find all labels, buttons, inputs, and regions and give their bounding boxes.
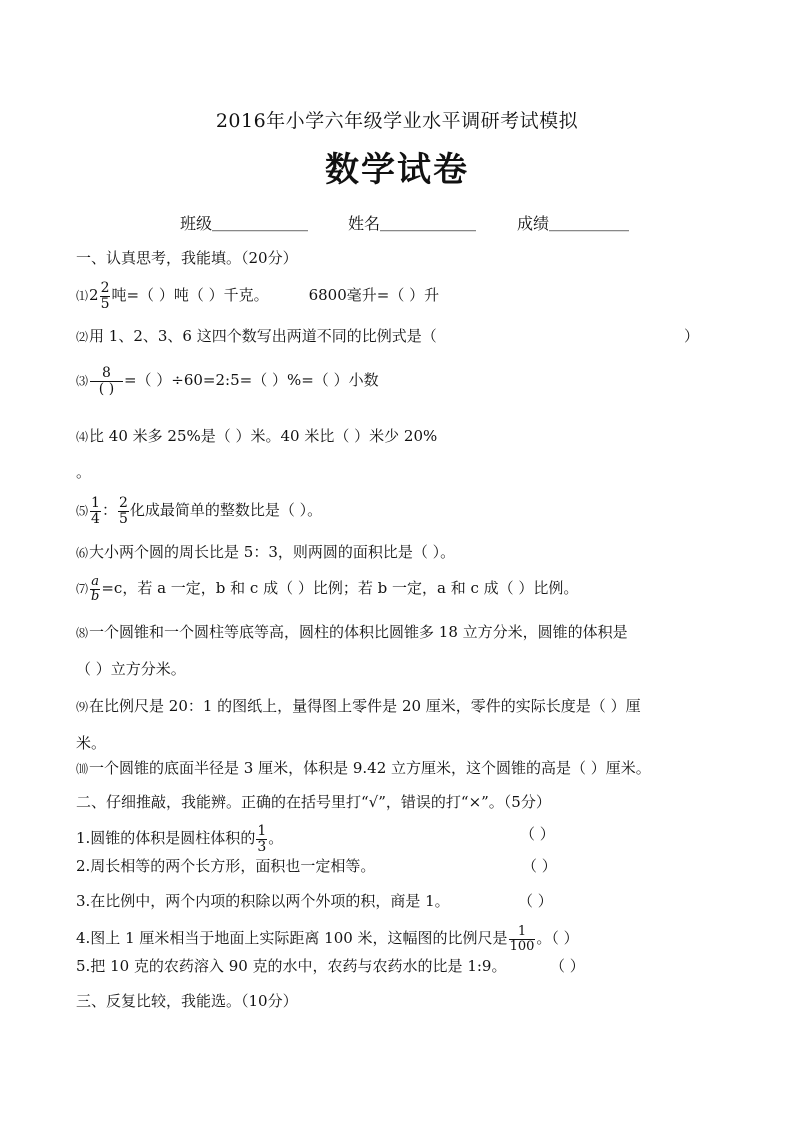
- judge-item-2: 2.周长相等的两个长方形，面积也一定相等。: [76, 857, 376, 875]
- question-text: 比 40 米多 25%是（ ）米。40 米比（ ）米少 20%: [89, 427, 438, 445]
- answer-bracket[interactable]: （ ）: [550, 957, 585, 975]
- judge-item-5: 5.把 10 克的农药溶入 90 克的水中，农药与农药水的比是 1:9。: [76, 957, 507, 975]
- question-text: 一个圆锥的底面半径是 3 厘米，体积是 9.42 立方厘米，这个圆锥的高是（ ）厘米。: [89, 759, 651, 777]
- judge-item-1: 1.圆锥的体积是圆柱体积的 $\frac{1}{3}$ 。: [76, 823, 284, 855]
- item-text: 1.圆锥的体积是圆柱体积的: [76, 829, 256, 848]
- question-8-line2: （ ）立方分米。: [76, 660, 186, 678]
- fraction: $\frac{1}{4}$: [91, 495, 100, 527]
- question-8: [76, 622, 628, 643]
- question-text: =c，若 a 一定，b 和 c 成（ ）比例；若 b 一定，a 和 c 成（ ）比例。: [101, 579, 579, 598]
- judge-item-4: [76, 925, 579, 953]
- question-number: ⑵: [76, 330, 89, 344]
- section1-heading: 一、认真思考，我能填。（20分）: [76, 249, 298, 267]
- answer-bracket[interactable]: 。（ ）: [536, 929, 579, 948]
- answer-bracket[interactable]: （ ）: [522, 857, 557, 875]
- question-text: 用 1、2、3、6 这四个数写出两道不同的比例式是（: [89, 327, 437, 345]
- question-number: ⑺: [76, 582, 89, 597]
- section3-heading: 三、反复比较，我能选。（10分）: [76, 992, 298, 1010]
- score-field: 成绩＿＿＿＿＿: [517, 214, 630, 233]
- question-number: ⑼: [76, 700, 89, 714]
- question-3: [76, 366, 379, 396]
- answer-bracket[interactable]: （ ）: [520, 825, 555, 843]
- name-field: 姓名＿＿＿＿＿＿: [348, 214, 477, 233]
- question-2: [76, 326, 437, 347]
- fraction: $\frac{1}{3}$: [257, 823, 267, 855]
- question-2-close: ）: [684, 327, 700, 345]
- question-6: [76, 542, 455, 563]
- ratio-colon: ：: [101, 501, 117, 520]
- question-text-b: 6800毫升=（ ）升: [308, 286, 440, 305]
- question-4: [76, 426, 437, 447]
- question-number: ⑻: [76, 626, 89, 640]
- question-4-tail: 。: [76, 463, 92, 481]
- mixed-whole: 2: [89, 286, 99, 305]
- question-10: [76, 758, 651, 779]
- question-text: 大小两个圆的周长比是 5：3，则两圆的面积比是（ ）。: [89, 543, 456, 561]
- fraction: $\frac{a}{b}$: [91, 574, 100, 604]
- question-1: [76, 281, 439, 311]
- question-9-line2: 米。: [76, 734, 107, 752]
- question-number: ⑴: [76, 289, 89, 304]
- item-text: 4.图上 1 厘米相当于地面上实际距离 100 米，这幅图的比例尺是: [76, 929, 508, 948]
- question-5: [76, 496, 322, 526]
- question-number: ⑸: [76, 504, 89, 519]
- judge-item-3: 3.在比例中，两个内项的积除以两个外项的积，商是 1。: [76, 892, 450, 910]
- question-text: 一个圆锥和一个圆柱等底等高，圆柱的体积比圆锥多 18 立方分米，圆锥的体积是: [89, 623, 628, 641]
- fraction: $\frac{1}{100}$: [509, 924, 535, 954]
- fraction: $\frac{2}{5}$: [118, 495, 128, 527]
- exam-subtitle: 2016年小学六年级学业水平调研考试模拟: [215, 110, 579, 132]
- question-9: [76, 696, 641, 717]
- fraction: $\frac{2}{5}$: [100, 280, 110, 312]
- question-text: =（ ）÷60=2:5=（ ）%=（ ）小数: [123, 371, 379, 390]
- exam-title: 数学试卷: [325, 150, 469, 190]
- section2-heading: 二、仔细推敲，我能辨。正确的在括号里打“√”，错误的打“×”。（5分）: [76, 793, 551, 811]
- question-7: [76, 575, 578, 603]
- fraction: $\frac{8}{( )}$: [90, 366, 123, 396]
- question-text: 吨=（ ）吨（ ）千克。: [111, 286, 269, 305]
- question-number: ⑷: [76, 430, 89, 444]
- question-number: ⑹: [76, 546, 89, 560]
- question-text: 在比例尺是 20：1 的图纸上，量得图上零件是 20 厘米，零件的实际长度是（ ）厘: [89, 697, 641, 715]
- question-text: 化成最简单的整数比是（ ）。: [129, 501, 323, 520]
- question-number: ⑶: [76, 374, 89, 389]
- answer-bracket[interactable]: （ ）: [518, 892, 553, 910]
- class-field: 班级＿＿＿＿＿＿: [180, 214, 309, 233]
- question-number: ⑽: [76, 762, 89, 776]
